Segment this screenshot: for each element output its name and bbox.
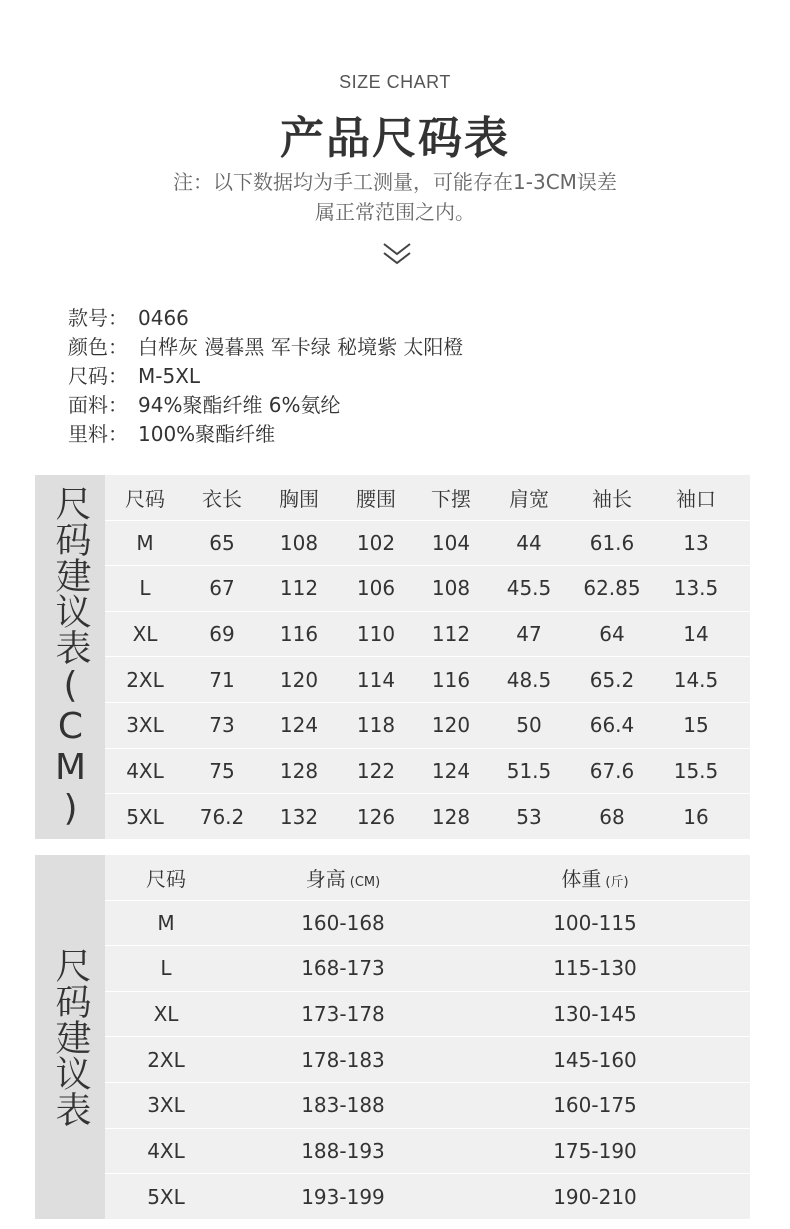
- fit-table-grid: [105, 855, 750, 1220]
- column-header-unit: (CM): [349, 874, 381, 890]
- table-header-row: [105, 475, 750, 521]
- table-cell: 114: [356, 667, 396, 692]
- table-cell: 173-178: [301, 1002, 385, 1027]
- table-cell: 108: [431, 576, 471, 601]
- table-cell: 4XL: [147, 1138, 185, 1163]
- table-cell: 69: [209, 622, 235, 647]
- table-cell: 160-168: [301, 910, 385, 935]
- table-cell: 110: [356, 622, 396, 647]
- table-cell: 68: [599, 804, 625, 829]
- table-cell: 183-188: [301, 1093, 385, 1118]
- table-cell: 66.4: [589, 713, 635, 738]
- table-cell: XL: [132, 622, 158, 647]
- table-cell: 71: [209, 667, 235, 692]
- product-info-line: [68, 391, 463, 420]
- table-cell: 14: [683, 622, 709, 647]
- table-row: [105, 566, 750, 612]
- table-cell: 115-130: [553, 956, 637, 981]
- table-cell: M: [157, 910, 175, 935]
- table-cell: 190-210: [553, 1184, 637, 1209]
- column-header: 肩宽: [509, 486, 549, 511]
- table-cell: 16: [683, 804, 709, 829]
- table-cell: 106: [356, 576, 396, 601]
- table-cell: 65: [209, 530, 235, 555]
- column-header-label: 身高: [305, 866, 346, 891]
- table-cell: 118: [356, 713, 396, 738]
- table-cell: 53: [516, 804, 542, 829]
- table-cell: 73: [209, 713, 235, 738]
- table-cell: 178-183: [301, 1047, 385, 1072]
- table-cell: 168-173: [301, 956, 385, 981]
- table-cell: 112: [279, 576, 319, 601]
- size-table-side-text: 尺码建议表(CM): [50, 485, 91, 829]
- table-row: [105, 657, 750, 703]
- info-label: 里料：: [68, 422, 128, 446]
- product-info-line: [68, 362, 463, 391]
- table-row: [105, 1037, 750, 1083]
- table-cell: 122: [356, 758, 396, 783]
- table-cell: 15.5: [673, 758, 719, 783]
- table-cell: 116: [431, 667, 471, 692]
- column-header: 衣长: [202, 486, 242, 511]
- info-value: M-5XL: [138, 364, 201, 388]
- info-value: 100%聚酯纤维: [138, 422, 276, 446]
- table-cell: 120: [431, 713, 471, 738]
- product-info-line: [68, 304, 463, 333]
- table-cell: 124: [431, 758, 471, 783]
- table-cell: L: [139, 576, 151, 601]
- column-header: 下摆: [431, 486, 471, 511]
- column-header-unit: (斤): [605, 874, 629, 890]
- table-cell: 145-160: [553, 1047, 637, 1072]
- column-header: [459, 863, 731, 892]
- info-value: 白桦灰 漫暮黑 军卡绿 秘境紫 太阳橙: [138, 335, 464, 359]
- table-row: [105, 703, 750, 749]
- table-cell: 48.5: [506, 667, 552, 692]
- table-cell: 50: [516, 713, 542, 738]
- table-cell: 124: [279, 713, 319, 738]
- table-row: [105, 521, 750, 567]
- table-cell: 3XL: [147, 1093, 185, 1118]
- size-measurement-table: [35, 475, 750, 839]
- table-row: [105, 901, 750, 947]
- table-cell: XL: [153, 1002, 179, 1027]
- table-row: [105, 1129, 750, 1175]
- table-cell: 76.2: [199, 804, 245, 829]
- table-cell: 67.6: [589, 758, 635, 783]
- table-cell: 64: [599, 622, 625, 647]
- column-header: 胸围: [279, 486, 319, 511]
- table-cell: 13.5: [673, 576, 719, 601]
- table-cell: 13: [683, 530, 709, 555]
- fit-recommendation-table: [35, 855, 750, 1219]
- table-cell: 61.6: [589, 530, 635, 555]
- table-cell: 44: [516, 530, 542, 555]
- table-cell: 128: [279, 758, 319, 783]
- info-value: 0466: [138, 306, 189, 330]
- column-header: 袖长: [592, 486, 632, 511]
- measurement-note-line1: 注：以下数据均为手工测量，可能存在1-3CM误差: [173, 170, 617, 194]
- table-cell: 62.85: [583, 576, 641, 601]
- column-header-label: 尺码: [146, 866, 186, 891]
- table-cell: 51.5: [506, 758, 552, 783]
- table-cell: 132: [279, 804, 319, 829]
- info-label: 面料：: [68, 393, 128, 417]
- column-header: 袖口: [676, 486, 716, 511]
- table-cell: 130-145: [553, 1002, 637, 1027]
- table-cell: 160-175: [553, 1093, 637, 1118]
- table-cell: 120: [279, 667, 319, 692]
- table-row: [105, 1083, 750, 1129]
- table-row: [105, 946, 750, 992]
- table-cell: 102: [356, 530, 396, 555]
- table-cell: L: [160, 956, 172, 981]
- column-header: [227, 863, 459, 892]
- product-info-line: [68, 333, 463, 362]
- product-info: [68, 304, 463, 449]
- table-cell: 2XL: [147, 1047, 185, 1072]
- column-header-label: 体重: [561, 866, 602, 891]
- table-cell: 5XL: [147, 1184, 185, 1209]
- table-cell: 126: [356, 804, 396, 829]
- product-info-line: [68, 420, 463, 449]
- column-header: 腰围: [356, 486, 396, 511]
- table-cell: 65.2: [589, 667, 635, 692]
- table-cell: 128: [431, 804, 471, 829]
- table-row: [105, 1174, 750, 1220]
- size-chart-english-title: SIZE CHART: [339, 72, 451, 92]
- info-label: 颜色：: [68, 335, 128, 359]
- table-cell: 3XL: [126, 713, 164, 738]
- page-title: 产品尺码表: [280, 113, 510, 164]
- info-label: 款号：: [68, 306, 128, 330]
- table-cell: 15: [683, 713, 709, 738]
- table-row: [105, 749, 750, 795]
- table-cell: 45.5: [506, 576, 552, 601]
- table-cell: 193-199: [301, 1184, 385, 1209]
- table-row: [105, 612, 750, 658]
- fit-table-side-label: [35, 855, 105, 1219]
- table-cell: 5XL: [126, 804, 164, 829]
- info-label: 尺码：: [68, 364, 128, 388]
- table-row: [105, 992, 750, 1038]
- table-cell: 188-193: [301, 1138, 385, 1163]
- table-cell: 2XL: [126, 667, 164, 692]
- column-header: [105, 863, 227, 892]
- table-cell: 175-190: [553, 1138, 637, 1163]
- double-chevron-down-icon: [380, 238, 414, 270]
- table-cell: 14.5: [673, 667, 719, 692]
- table-cell: 104: [431, 530, 471, 555]
- table-header-row: [105, 855, 750, 901]
- table-cell: 112: [431, 622, 471, 647]
- table-cell: 100-115: [553, 910, 637, 935]
- measurement-note-line2: 属正常范围之内。: [315, 200, 475, 224]
- size-table-side-label: [35, 475, 105, 839]
- table-cell: M: [136, 530, 154, 555]
- column-header: 尺码: [125, 486, 165, 511]
- table-cell: 4XL: [126, 758, 164, 783]
- table-cell: 47: [516, 622, 542, 647]
- table-cell: 108: [279, 530, 319, 555]
- fit-table-side-text: 尺码建议表: [50, 947, 91, 1127]
- table-row: [105, 794, 750, 840]
- info-value: 94%聚酯纤维 6%氨纶: [138, 393, 341, 417]
- size-table-grid: [105, 475, 750, 840]
- table-cell: 75: [209, 758, 235, 783]
- table-cell: 116: [279, 622, 319, 647]
- table-cell: 67: [209, 576, 235, 601]
